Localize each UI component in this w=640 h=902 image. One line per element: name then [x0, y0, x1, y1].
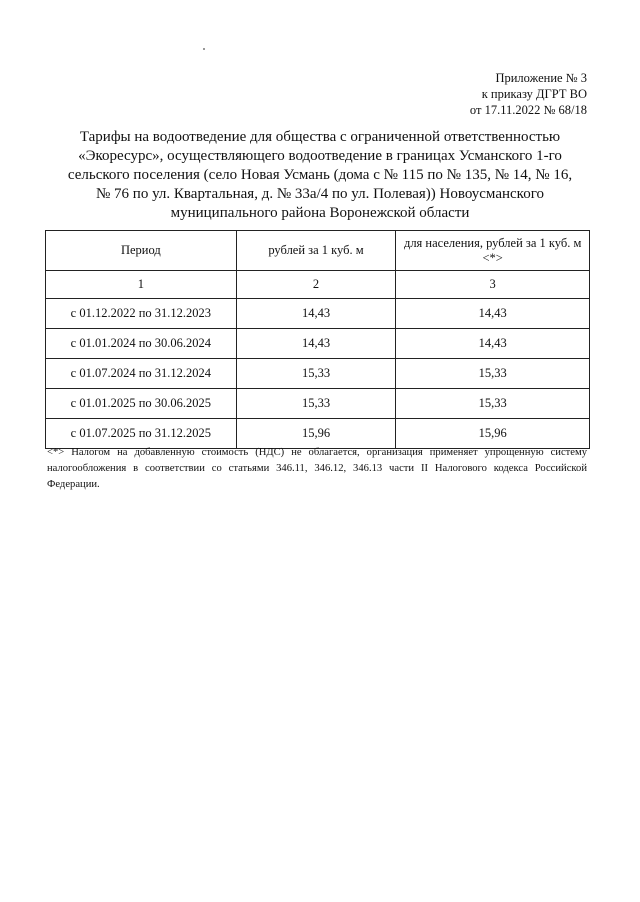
- period-cell: с 01.01.2024 по 30.06.2024: [46, 329, 237, 359]
- rate-cell: 15,96: [236, 419, 396, 449]
- table-row: [46, 359, 590, 389]
- rate-cell: 14,43: [236, 299, 396, 329]
- table-row: [46, 329, 590, 359]
- column-number: 1: [46, 271, 237, 299]
- title-line: муниципального района Воронежской области: [170, 205, 470, 221]
- table-header-row: [46, 231, 590, 271]
- column-number: 3: [396, 271, 590, 299]
- header-rate: рублей за 1 куб. м: [236, 231, 396, 271]
- order-date-line: от 17.11.2022 № 68/18: [469, 103, 587, 117]
- population-rate-cell: 14,43: [396, 329, 590, 359]
- table-row: [46, 299, 590, 329]
- title-line: «Экоресурс», осуществляющего водоотведение в границах Усманского 1-го: [78, 148, 562, 164]
- tax-footnote: <*> Налогом на добавленную стоимость (НДС) не облагается, организация применяет упрощенную систему налогообложения в соответствии со статьями 346.11, 346.12, 346.13 части II Налогового кодекса Российской Федерации.: [47, 447, 587, 490]
- title-line: Тарифы на водоотведение для общества с ограниченной ответственностью: [79, 129, 561, 145]
- period-cell: с 01.12.2022 по 31.12.2023: [46, 299, 237, 329]
- population-rate-cell: 15,33: [396, 389, 590, 419]
- document-title: [50, 128, 590, 223]
- header-population-rate: для населения, рублей за 1 куб. м <*>: [396, 231, 590, 271]
- period-cell: с 01.07.2024 по 31.12.2024: [46, 359, 237, 389]
- order-line: к приказу ДГРТ ВО: [481, 87, 587, 101]
- population-rate-cell: 15,96: [396, 419, 590, 449]
- population-rate-cell: 14,43: [396, 299, 590, 329]
- table-row: [46, 389, 590, 419]
- column-number: 2: [236, 271, 396, 299]
- title-line: № 76 по ул. Квартальная, д. № 33а/4 по ул. Полевая)) Новоусманского: [96, 186, 544, 202]
- title-line: сельского поселения (село Новая Усмань (дома с № 115 по № 135, № 14, № 16,: [67, 167, 573, 183]
- rate-cell: 15,33: [236, 389, 396, 419]
- column-number-row: [46, 271, 590, 299]
- rate-cell: 15,33: [236, 359, 396, 389]
- period-cell: с 01.01.2025 по 30.06.2025: [46, 389, 237, 419]
- period-cell: с 01.07.2025 по 31.12.2025: [46, 419, 237, 449]
- rate-cell: 14,43: [236, 329, 396, 359]
- table-row: [46, 419, 590, 449]
- population-rate-cell: 15,33: [396, 359, 590, 389]
- scan-speck: [203, 48, 205, 50]
- appendix-line: Приложение № 3: [495, 71, 587, 85]
- appendix-reference: [470, 70, 587, 118]
- header-period: Период: [46, 231, 237, 271]
- tariff-table: [45, 230, 590, 449]
